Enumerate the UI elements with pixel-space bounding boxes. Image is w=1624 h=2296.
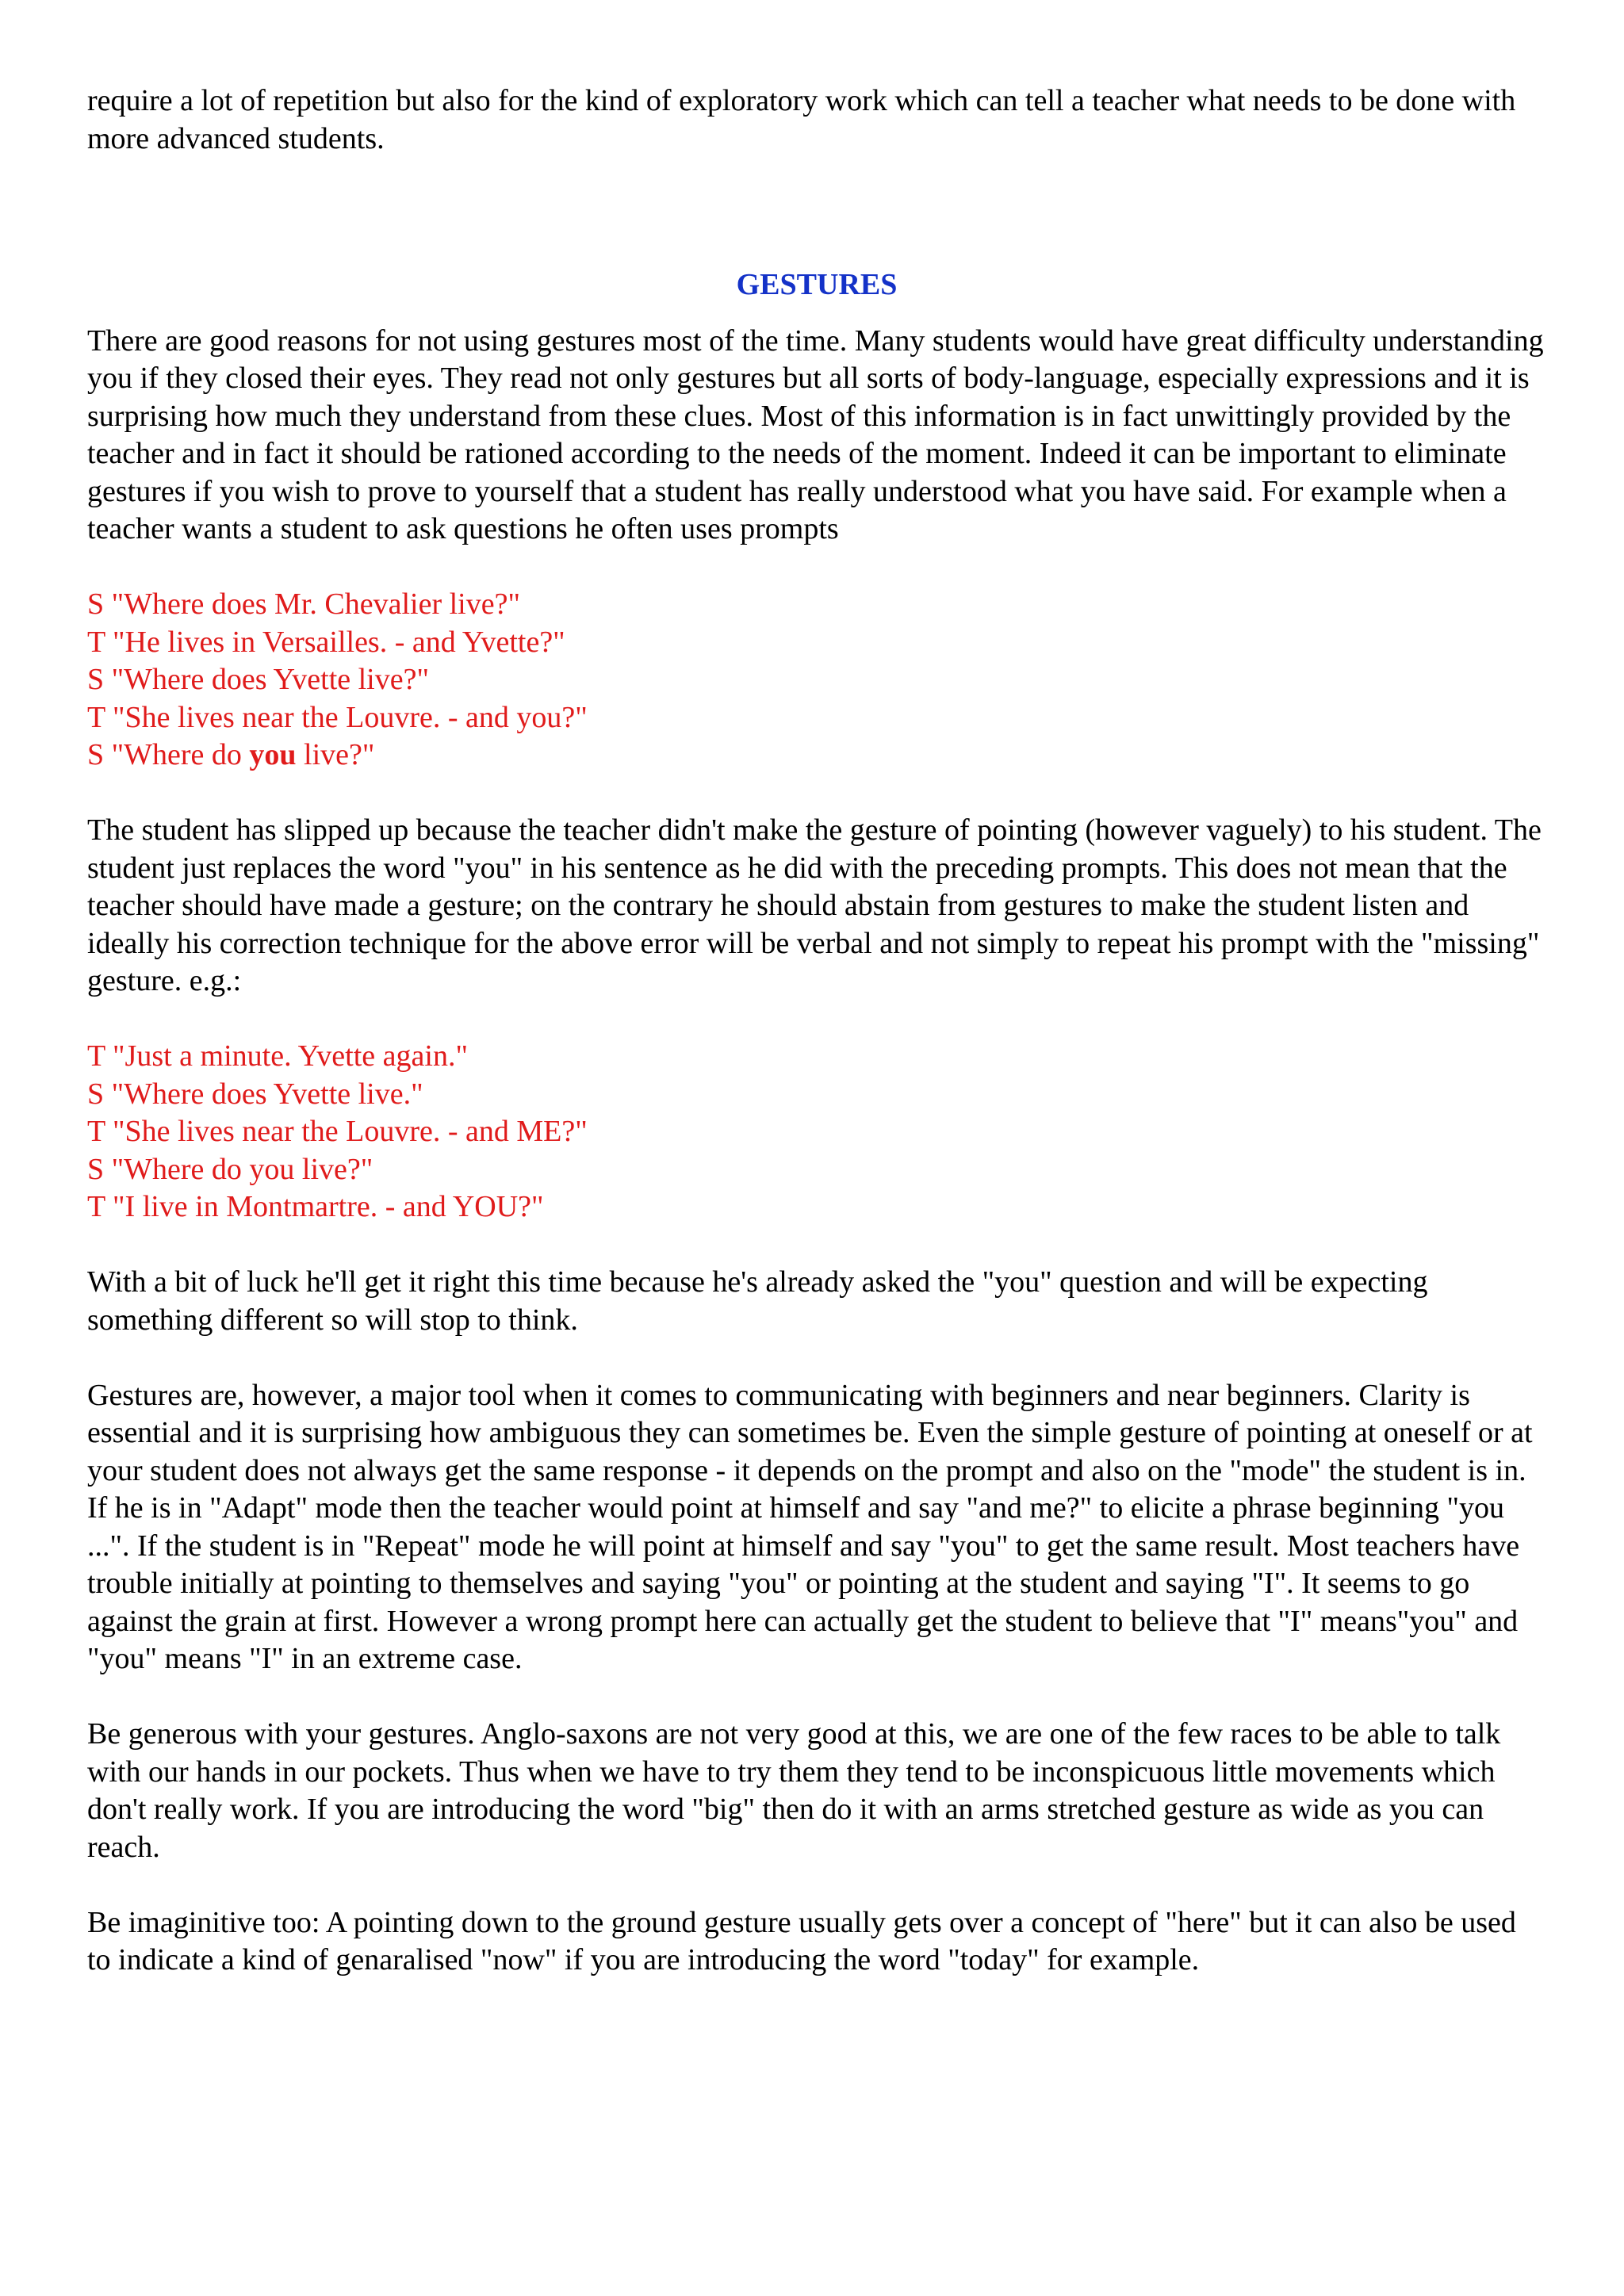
intro-block: [87, 82, 1546, 195]
spacer: [87, 195, 1546, 266]
section-heading: GESTURES: [736, 268, 898, 301]
paragraph-major-tool: Gestures are, however, a major tool when it comes to communicating with beginners and near beginners. Clarity is essential and it is surprising how ambiguous they can sometimes be. Even the simple gesture of pointing at oneself or at your student does not always get the same response - it depends on the prompt and also on the "mode" the student is in. If he is in "Adapt" mode then the teacher would point at himself and say "and me?" to elicite a phrase beginning "you ...". If the student is in "Repeat" mode he will point at himself and say "you" to get the same result. Most teachers have trouble initially at pointing to themselves and saying "you" or pointing at the student and saying "I". It seems to go against the grain at first. However a wrong prompt here can actually get the student to believe that "I" means"you" and "you" means "I" in an extreme case.: [87, 1378, 1533, 1675]
paragraph-gestures-intro: There are good reasons for not using gestures most of the time. Many students would have great difficulty understanding you if they closed their eyes. They read not only gestures but all sorts of body-language, especially expressions and it is surprising how much they understand from these clues. Most of this information is in fact unwittingly provided by the teacher and in fact it should be rationed according to the needs of the moment. Indeed it can be important to eliminate gestures if you wish to prove to yourself that a student has really understood what you have said. For example when a teacher wants a student to ask questions he often uses prompts: [87, 323, 1544, 545]
dialogue-line: S "Where does Yvette live.": [87, 1077, 423, 1111]
dialogue-line: [87, 737, 1546, 775]
paragraph-be-generous: Be generous with your gestures. Anglo-saxons are not very good at this, we are one of the few races to be able to talk with our hands in our pockets. Thus when we have to try them they tend to be inconspicuous little movements which don't really work. If you are introducing the word "big" then do it with an arms stretched gesture as wide as you can reach.: [87, 1717, 1501, 1864]
dialogue-text: live?": [296, 738, 375, 771]
dialogue-line: T "I live in Montmartre. - and YOU?": [87, 1190, 544, 1223]
intro-paragraph: require a lot of repetition but also for the kind of exploratory work which can tell a teacher what needs to be done with more advanced students.: [87, 84, 1516, 155]
dialogue-line: T "She lives near the Louvre. - and you?": [87, 700, 588, 734]
emphasized-word: you: [249, 738, 297, 771]
dialogue-example-2: [87, 1038, 1546, 1226]
dialogue-line: S "Where do you live?": [87, 1152, 373, 1186]
dialogue-example-1: [87, 586, 1546, 775]
dialogue-line: T "Just a minute. Yvette again.": [87, 1039, 468, 1073]
paragraph-be-imaginitive: Be imaginitive too: A pointing down to the ground gesture usually gets over a concept of "here" but it can also be used to indicate a kind of genaralised "now" if you are introducing the word "today" for example.: [87, 1905, 1516, 1976]
document-body: [87, 82, 1546, 2017]
dialogue-line: S "Where does Yvette live?": [87, 663, 429, 696]
dialogue-text: S "Where do: [87, 738, 250, 771]
dialogue-line: T "She lives near the Louvre. - and ME?": [87, 1115, 588, 1148]
dialogue-line: T "He lives in Versailles. - and Yvette?": [87, 625, 565, 659]
dialogue-line: S "Where does Mr. Chevalier live?": [87, 587, 520, 621]
paragraph-student-error: The student has slipped up because the teacher didn't make the gesture of pointing (however vaguely) to his student. The student just replaces the word "you" in his sentence as he did with the preceding prompts. This does not mean that the teacher should have made a gesture; on the contrary he should abstain from gestures to make the student listen and ideally his correction technique for the above error will be verbal and not simply to repeat his prompt with the "missing" gesture. e.g.:: [87, 813, 1542, 997]
paragraph-luck: With a bit of luck he'll get it right this time because he's already asked the "you" question and will be expecting something different so will stop to think.: [87, 1265, 1428, 1337]
